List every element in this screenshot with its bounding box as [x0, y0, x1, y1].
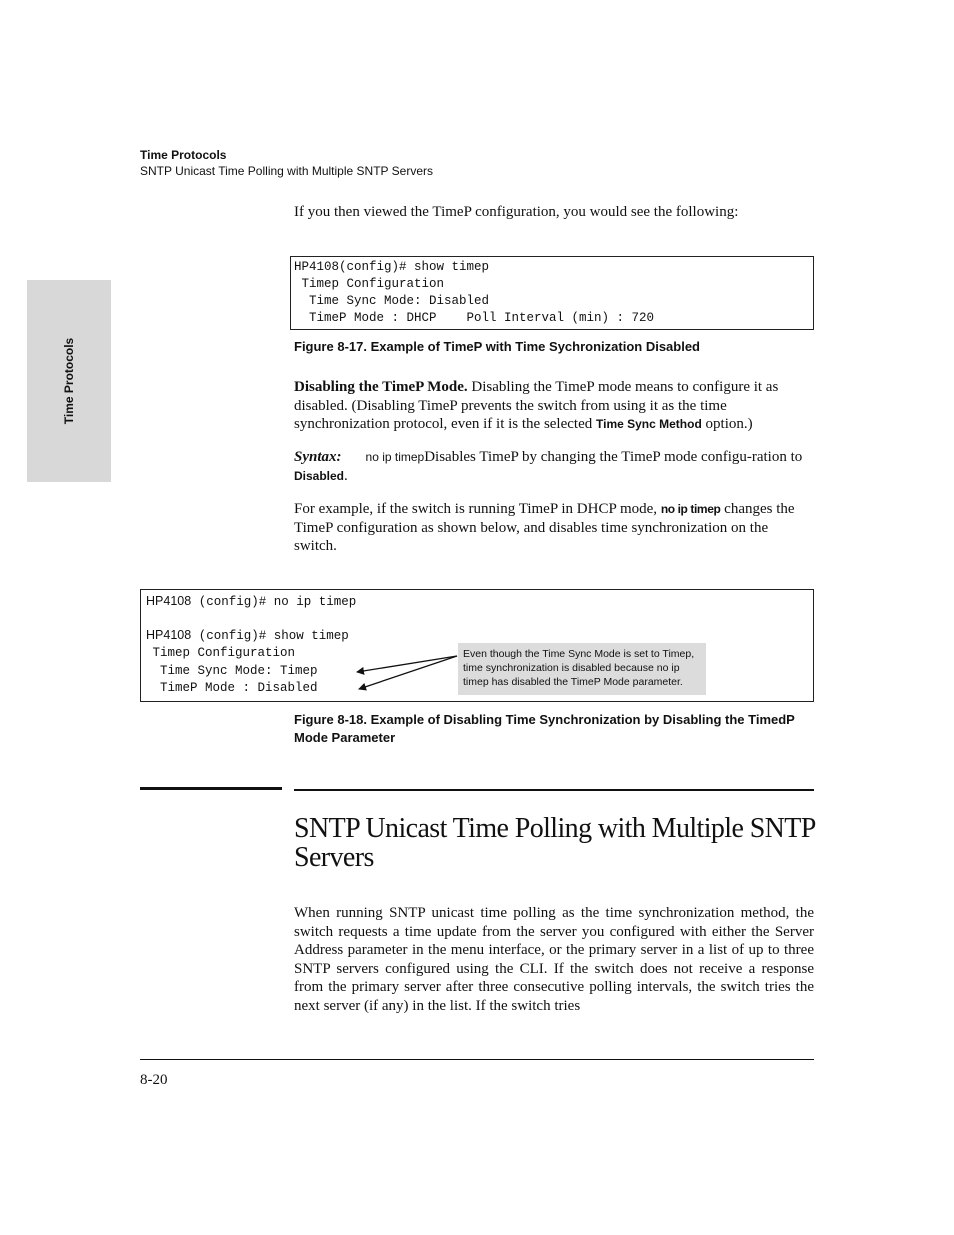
paragraph-text: For example, if the switch is running TimeP in DHCP mode, [294, 501, 661, 517]
code-line: Time Sync Mode: Timep [145, 664, 318, 678]
code-line: Timep Configuration [145, 646, 296, 660]
code-line: HP4108(config)# show timep [294, 260, 490, 274]
cli-command: (config)# show timep [191, 629, 349, 643]
section-rule-right [294, 789, 814, 791]
page-number: 8-20 [140, 1072, 168, 1088]
paragraph-text: Disabling the TimeP mode means to configure it as disabled. (Disabling TimeP prevents the switch from using it as the time synchronization protocol, even if it is the selected [294, 379, 779, 433]
cli-command: (config)# no ip timep [191, 595, 357, 609]
callout-note: Even though the Time Sync Mode is set to Timep, time synchronization is disabled because no ip timep has disabled the TimeP Mode parameter. [458, 643, 706, 695]
cli-prompt: HP4108 [146, 594, 192, 608]
cli-output-show-timep [290, 256, 814, 330]
inline-command: no ip timep [660, 502, 721, 516]
syntax-period: . [344, 467, 348, 484]
paragraph-text: changes the TimeP configuration as shown below, and disables time synchronization on the switch. [294, 501, 795, 555]
disabling-timep-paragraph [294, 378, 814, 434]
chapter-side-tab [27, 280, 111, 482]
code-line: Time Sync Mode: Disabled [294, 294, 490, 308]
arrow-to-time-sync-mode [357, 656, 457, 672]
paragraph-lead: Disabling the TimeP Mode. [294, 379, 468, 395]
syntax-value: Disabled [294, 468, 345, 483]
cli-prompt: HP4108 [146, 628, 192, 642]
running-header-subtitle: SNTP Unicast Time Polling with Multiple SNTP Servers [140, 164, 433, 178]
intro-paragraph: If you then viewed the TimeP configuration, you would see the following: [294, 204, 739, 220]
running-header-title: Time Protocols [140, 148, 227, 162]
syntax-description: Disables TimeP by changing the TimeP mode configu-ration to [424, 449, 803, 465]
sntp-paragraph: When running SNTP unicast time polling as the time synchronization method, the switch requests a time update from the server you configured with either the Server Address parameter in the menu interface, or the primary server in a list of up to three SNTP servers configured using the CLI. If the switch does not receive a response from the primary server after three consecutive polling intervals, the switch tries the next server (if any) in the list. If the switch tries [294, 905, 814, 1014]
arrow-to-timep-mode [359, 656, 457, 689]
code-line: TimeP Mode : DHCP Poll Interval (min) : 720 [294, 311, 655, 325]
syntax-label: Syntax: [294, 449, 342, 465]
example-paragraph [294, 500, 814, 556]
side-tab-label: Time Protocols [62, 337, 76, 425]
paragraph-text: option.) [701, 416, 753, 433]
figure-caption-8-17: Figure 8-17. Example of TimeP with Time Sychronization Disabled [294, 339, 700, 354]
section-heading: SNTP Unicast Time Polling with Multiple SNTP Servers [294, 813, 815, 873]
option-name: Time Sync Method [596, 417, 702, 432]
cli-output-no-ip-timep [140, 589, 814, 702]
syntax-paragraph [294, 448, 814, 485]
code-line: Timep Configuration [294, 277, 445, 291]
code-line: TimeP Mode : Disabled [145, 681, 318, 695]
section-rule-left [140, 787, 282, 790]
syntax-command: no ip timep [365, 450, 425, 464]
footer-rule [140, 1059, 814, 1060]
figure-caption-8-18: Figure 8-18. Example of Disabling Time Synchronization by Disabling the TimedP Mode Parameter [294, 712, 795, 745]
